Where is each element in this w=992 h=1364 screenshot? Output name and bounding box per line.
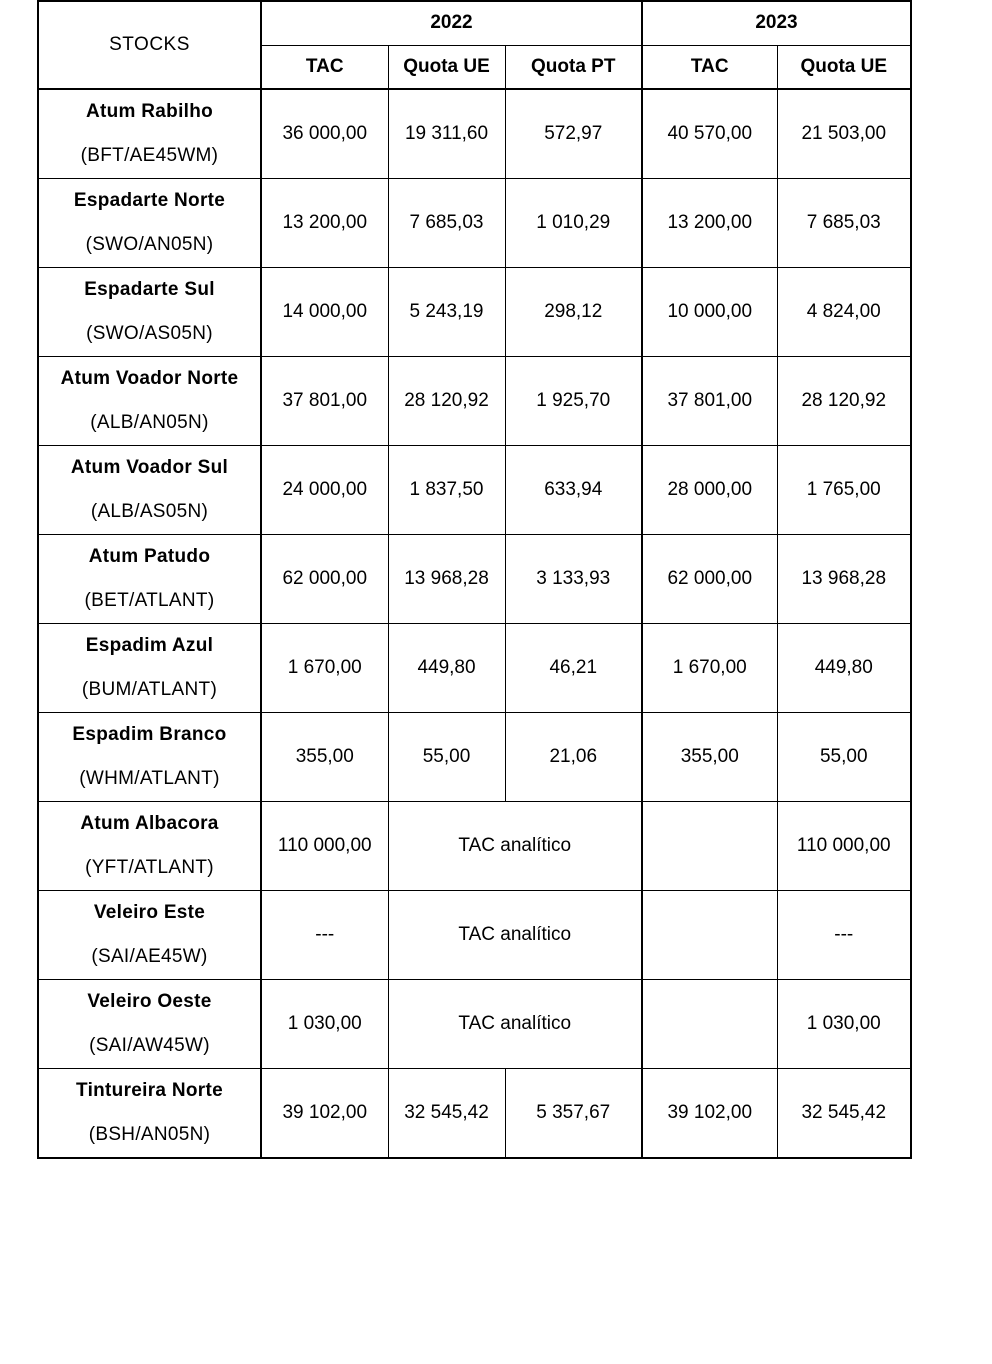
quota-ue-2023-cell: 32 545,42 <box>777 1069 911 1159</box>
stock-name: Espadim Branco <box>72 724 227 745</box>
quota-pt-2022-cell: 633,94 <box>505 446 642 535</box>
quota-ue-2023-cell: 55,00 <box>777 713 911 802</box>
quota-pt-2022-cell: 572,97 <box>505 89 642 179</box>
table-row <box>38 446 911 535</box>
quota-ue-2023-cell: 28 120,92 <box>777 357 911 446</box>
tac-2023-cell: 37 801,00 <box>642 357 777 446</box>
quota-ue-2022-cell: 5 243,19 <box>388 268 505 357</box>
stock-code: (ALB/AS05N) <box>90 501 209 522</box>
quota-ue-2023-cell: 1 030,00 <box>777 980 911 1069</box>
quota-ue-2023-cell: 110 000,00 <box>777 802 911 891</box>
quota-pt-2022-cell: 21,06 <box>505 713 642 802</box>
stock-code: (SWO/AS05N) <box>86 323 213 344</box>
stock-cell <box>38 1069 261 1159</box>
stock-name: Veleiro Oeste <box>87 991 212 1012</box>
tac-2022-cell: 62 000,00 <box>261 535 388 624</box>
stocks-header: STOCKS <box>38 1 261 89</box>
tac-2023-cell: 39 102,00 <box>642 1069 777 1159</box>
table-row <box>38 357 911 446</box>
column-header-quota-pt-2022: Quota PT <box>505 45 642 89</box>
tac-analitico-cell: TAC analítico <box>388 980 642 1069</box>
quota-pt-2022-cell: 298,12 <box>505 268 642 357</box>
stock-code: (BET/ATLANT) <box>84 590 215 611</box>
table-row <box>38 802 911 891</box>
header-row-years <box>38 1 911 45</box>
stock-name: Espadarte Norte <box>73 190 226 211</box>
stock-name: Atum Rabilho <box>85 101 214 122</box>
quota-ue-2022-cell: 55,00 <box>388 713 505 802</box>
stock-cell <box>38 891 261 980</box>
tac-2022-cell: 37 801,00 <box>261 357 388 446</box>
quota-ue-2023-cell: 4 824,00 <box>777 268 911 357</box>
quota-ue-2022-cell: 7 685,03 <box>388 179 505 268</box>
table-row <box>38 891 911 980</box>
quota-ue-2023-cell: 449,80 <box>777 624 911 713</box>
tac-2023-cell: 10 000,00 <box>642 268 777 357</box>
stock-cell <box>38 357 261 446</box>
stock-cell <box>38 713 261 802</box>
tac-2022-cell: 1 670,00 <box>261 624 388 713</box>
tac-2023-cell: 28 000,00 <box>642 446 777 535</box>
column-header-tac-2023: TAC <box>642 45 777 89</box>
table-row <box>38 535 911 624</box>
year-2022-header: 2022 <box>261 1 642 45</box>
column-header-quota-ue-2022: Quota UE <box>388 45 505 89</box>
column-header-quota-ue-2023: Quota UE <box>777 45 911 89</box>
tac-2023-cell: 62 000,00 <box>642 535 777 624</box>
stocks-table <box>37 0 912 1159</box>
table-row <box>38 624 911 713</box>
quota-ue-2023-cell: --- <box>777 891 911 980</box>
tac-2022-cell: 36 000,00 <box>261 89 388 179</box>
stock-cell <box>38 446 261 535</box>
quota-ue-2023-cell: 7 685,03 <box>777 179 911 268</box>
tac-2023-cell <box>642 891 777 980</box>
stock-name: Tintureira Norte <box>76 1080 223 1101</box>
tac-2023-cell: 13 200,00 <box>642 179 777 268</box>
stock-code: (SAI/AE45W) <box>91 946 208 967</box>
quota-pt-2022-cell: 1 925,70 <box>505 357 642 446</box>
table-row <box>38 179 911 268</box>
quota-ue-2022-cell: 1 837,50 <box>388 446 505 535</box>
table-body <box>38 89 911 1158</box>
year-2023-header: 2023 <box>642 1 911 45</box>
stock-cell <box>38 980 261 1069</box>
stock-cell <box>38 624 261 713</box>
tac-2022-cell: 14 000,00 <box>261 268 388 357</box>
stock-name: Espadarte Sul <box>84 279 215 300</box>
stock-name: Espadim Azul <box>85 635 214 656</box>
table-row <box>38 1069 911 1159</box>
stock-cell <box>38 89 261 179</box>
stock-name: Veleiro Este <box>93 902 206 923</box>
stock-code: (WHM/ATLANT) <box>79 768 220 789</box>
tac-analitico-cell: TAC analítico <box>388 802 642 891</box>
table-row <box>38 713 911 802</box>
stock-cell <box>38 802 261 891</box>
stock-code: (SWO/AN05N) <box>85 234 214 255</box>
tac-analitico-cell: TAC analítico <box>388 891 642 980</box>
stock-name: Atum Voador Norte <box>60 368 239 389</box>
quota-pt-2022-cell: 1 010,29 <box>505 179 642 268</box>
stock-code: (BSH/AN05N) <box>88 1124 211 1145</box>
tac-2022-cell: 355,00 <box>261 713 388 802</box>
table-row <box>38 268 911 357</box>
tac-2023-cell: 1 670,00 <box>642 624 777 713</box>
tac-2022-cell: --- <box>261 891 388 980</box>
quota-pt-2022-cell: 46,21 <box>505 624 642 713</box>
tac-2023-cell: 40 570,00 <box>642 89 777 179</box>
table-row <box>38 89 911 179</box>
tac-2023-cell <box>642 802 777 891</box>
stock-code: (ALB/AN05N) <box>90 412 209 433</box>
table-row <box>38 980 911 1069</box>
stock-name: Atum Albacora <box>80 813 219 834</box>
quota-ue-2022-cell: 19 311,60 <box>388 89 505 179</box>
quota-pt-2022-cell: 3 133,93 <box>505 535 642 624</box>
tac-2022-cell: 39 102,00 <box>261 1069 388 1159</box>
stock-code: (BUM/ATLANT) <box>81 679 218 700</box>
stock-name: Atum Voador Sul <box>70 457 229 478</box>
stock-code: (BFT/AE45WM) <box>80 145 219 166</box>
stock-code: (YFT/ATLANT) <box>85 857 214 878</box>
stock-cell <box>38 268 261 357</box>
quota-ue-2023-cell: 1 765,00 <box>777 446 911 535</box>
stock-cell <box>38 535 261 624</box>
tac-2022-cell: 24 000,00 <box>261 446 388 535</box>
quota-ue-2023-cell: 13 968,28 <box>777 535 911 624</box>
tac-2023-cell <box>642 980 777 1069</box>
tac-2023-cell: 355,00 <box>642 713 777 802</box>
stock-code: (SAI/AW45W) <box>89 1035 210 1056</box>
quota-ue-2022-cell: 13 968,28 <box>388 535 505 624</box>
quota-pt-2022-cell: 5 357,67 <box>505 1069 642 1159</box>
quota-ue-2022-cell: 28 120,92 <box>388 357 505 446</box>
quota-ue-2022-cell: 32 545,42 <box>388 1069 505 1159</box>
tac-2022-cell: 110 000,00 <box>261 802 388 891</box>
quota-ue-2023-cell: 21 503,00 <box>777 89 911 179</box>
tac-2022-cell: 13 200,00 <box>261 179 388 268</box>
stock-name: Atum Patudo <box>88 546 211 567</box>
stock-cell <box>38 179 261 268</box>
tac-2022-cell: 1 030,00 <box>261 980 388 1069</box>
quota-ue-2022-cell: 449,80 <box>388 624 505 713</box>
column-header-tac-2022: TAC <box>261 45 388 89</box>
